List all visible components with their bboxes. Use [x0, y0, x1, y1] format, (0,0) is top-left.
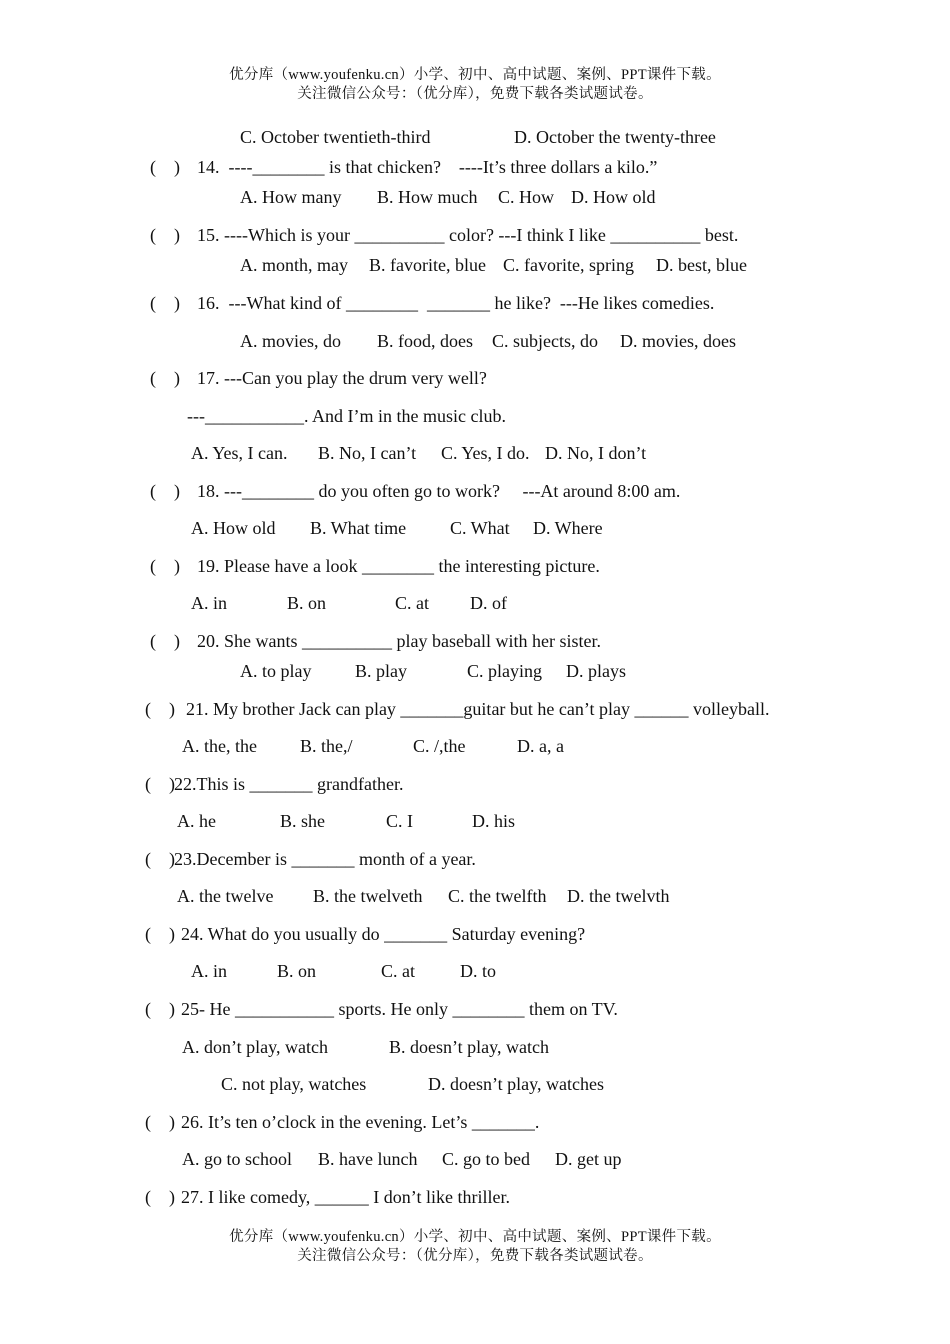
q23-option-b: B. the twelveth: [313, 886, 423, 906]
q21-option-b: B. the,/: [300, 736, 353, 756]
q18-option-c: C. What: [450, 518, 510, 538]
q20-option-b: B. play: [355, 661, 407, 681]
q26-option-a: A. go to school: [182, 1149, 292, 1169]
question-27-text: 27. I like comedy, ______ I don’t like thriller.: [181, 1187, 510, 1207]
answer-bracket[interactable]: ( ): [145, 1187, 175, 1207]
question-18-text: 18. ---________ do you often go to work? ---At around 8:00 am.: [197, 481, 681, 501]
q17-option-d: D. No, I don’t: [545, 443, 647, 463]
question-23-text: 23.December is _______ month of a year.: [174, 849, 476, 869]
question-17-text: 17. ---Can you play the drum very well?: [197, 368, 487, 388]
q25-option-d: D. doesn’t play, watches: [428, 1074, 604, 1094]
question-19-text: 19. Please have a look ________ the interesting picture.: [197, 556, 600, 576]
q15-option-b: B. favorite, blue: [369, 255, 486, 275]
answer-bracket[interactable]: ( ): [150, 293, 180, 313]
question-14-text: 14. ----________ is that chicken? ----It’s three dollars a kilo.”: [197, 157, 658, 177]
q14-option-d: D. How old: [571, 187, 656, 207]
q18-option-a: A. How old: [191, 518, 276, 538]
q18-option-b: B. What time: [310, 518, 407, 538]
q17-option-c: C. Yes, I do.: [441, 443, 530, 463]
q17-option-b: B. No, I can’t: [318, 443, 417, 463]
q14-option-a: A. How many: [240, 187, 342, 207]
q13-option-c: C. October twentieth-third: [240, 127, 431, 147]
answer-bracket[interactable]: ( ): [150, 157, 180, 177]
footer-line-2: 关注微信公众号：（优分库），免费下载各类试题试卷。: [297, 1248, 653, 1264]
header-line-1: 优分库（www.youfenku.cn）小学、初中、高中试题、案例、PPT课件下载。: [229, 67, 721, 83]
q19-option-d: D. of: [470, 593, 507, 613]
q25-option-b: B. doesn’t play, watch: [389, 1037, 549, 1057]
q22-option-a: A. he: [177, 811, 216, 831]
q19-option-b: B. on: [287, 593, 327, 613]
q20-option-c: C. playing: [467, 661, 542, 681]
q23-option-a: A. the twelve: [177, 886, 274, 906]
answer-bracket[interactable]: ( ): [150, 225, 180, 245]
footer-line-1: 优分库（www.youfenku.cn）小学、初中、高中试题、案例、PPT课件下载。: [229, 1229, 721, 1245]
page-header: [0, 66, 950, 104]
header-line-2: 关注微信公众号：（优分库），免费下载各类试题试卷。: [297, 86, 653, 102]
q20-option-d: D. plays: [566, 661, 626, 681]
q16-option-d: D. movies, does: [620, 331, 736, 351]
q23-option-d: D. the twelvth: [567, 886, 670, 906]
answer-bracket[interactable]: ( ): [150, 556, 180, 576]
q19-option-a: A. in: [191, 593, 227, 613]
q14-option-c: C. How: [498, 187, 555, 207]
question-17-line-2: ---___________. And I’m in the music club.: [187, 406, 506, 426]
question-16-text: 16. ---What kind of ________ _______ he like? ---He likes comedies.: [197, 293, 715, 313]
q22-option-c: C. I: [386, 811, 413, 831]
q18-option-d: D. Where: [533, 518, 603, 538]
q20-option-a: A. to play: [240, 661, 312, 681]
q16-option-b: B. food, does: [377, 331, 473, 351]
question-21-text: 21. My brother Jack can play _______guitar but he can’t play ______ volleyball.: [186, 699, 770, 719]
q25-option-c: C. not play, watches: [221, 1074, 367, 1094]
answer-bracket[interactable]: ( ): [145, 924, 175, 944]
answer-bracket[interactable]: ( ): [150, 631, 180, 651]
q26-option-c: C. go to bed: [442, 1149, 530, 1169]
answer-bracket[interactable]: ( ): [145, 999, 175, 1019]
q17-option-a: A. Yes, I can.: [191, 443, 288, 463]
q26-option-b: B. have lunch: [318, 1149, 418, 1169]
page-footer: [0, 1228, 950, 1266]
q24-option-d: D. to: [460, 961, 496, 981]
q21-option-a: A. the, the: [182, 736, 257, 756]
q26-option-d: D. get up: [555, 1149, 622, 1169]
q24-option-b: B. on: [277, 961, 317, 981]
question-24-text: 24. What do you usually do _______ Saturday evening?: [181, 924, 586, 944]
q13-option-d: D. October the twenty-three: [514, 127, 716, 147]
q22-option-b: B. she: [280, 811, 325, 831]
question-20-text: 20. She wants __________ play baseball with her sister.: [197, 631, 601, 651]
q15-option-c: C. favorite, spring: [503, 255, 634, 275]
q15-option-d: D. best, blue: [656, 255, 747, 275]
q16-option-a: A. movies, do: [240, 331, 341, 351]
q15-option-a: A. month, may: [240, 255, 348, 275]
q22-option-d: D. his: [472, 811, 516, 831]
q16-option-c: C. subjects, do: [492, 331, 598, 351]
q19-option-c: C. at: [395, 593, 429, 613]
answer-bracket[interactable]: ( ): [145, 1112, 175, 1132]
answer-bracket[interactable]: ( ): [145, 774, 175, 794]
q24-option-c: C. at: [381, 961, 415, 981]
answer-bracket[interactable]: ( ): [145, 849, 175, 869]
answer-bracket[interactable]: ( ): [150, 481, 180, 501]
question-26-text: 26. It’s ten o’clock in the evening. Let’s _______.: [181, 1112, 540, 1132]
q25-option-a: A. don’t play, watch: [182, 1037, 328, 1057]
question-15-text: 15. ----Which is your __________ color? ---I think I like __________ best.: [197, 225, 739, 245]
q14-option-b: B. How much: [377, 187, 478, 207]
q24-option-a: A. in: [191, 961, 227, 981]
q21-option-d: D. a, a: [517, 736, 564, 756]
question-25-text: 25- He ___________ sports. He only ________ them on TV.: [181, 999, 618, 1019]
q23-option-c: C. the twelfth: [448, 886, 547, 906]
answer-bracket[interactable]: ( ): [150, 368, 180, 388]
answer-bracket[interactable]: ( ): [145, 699, 175, 719]
question-22-text: 22.This is _______ grandfather.: [174, 774, 404, 794]
q21-option-c: C. /,the: [413, 736, 466, 756]
